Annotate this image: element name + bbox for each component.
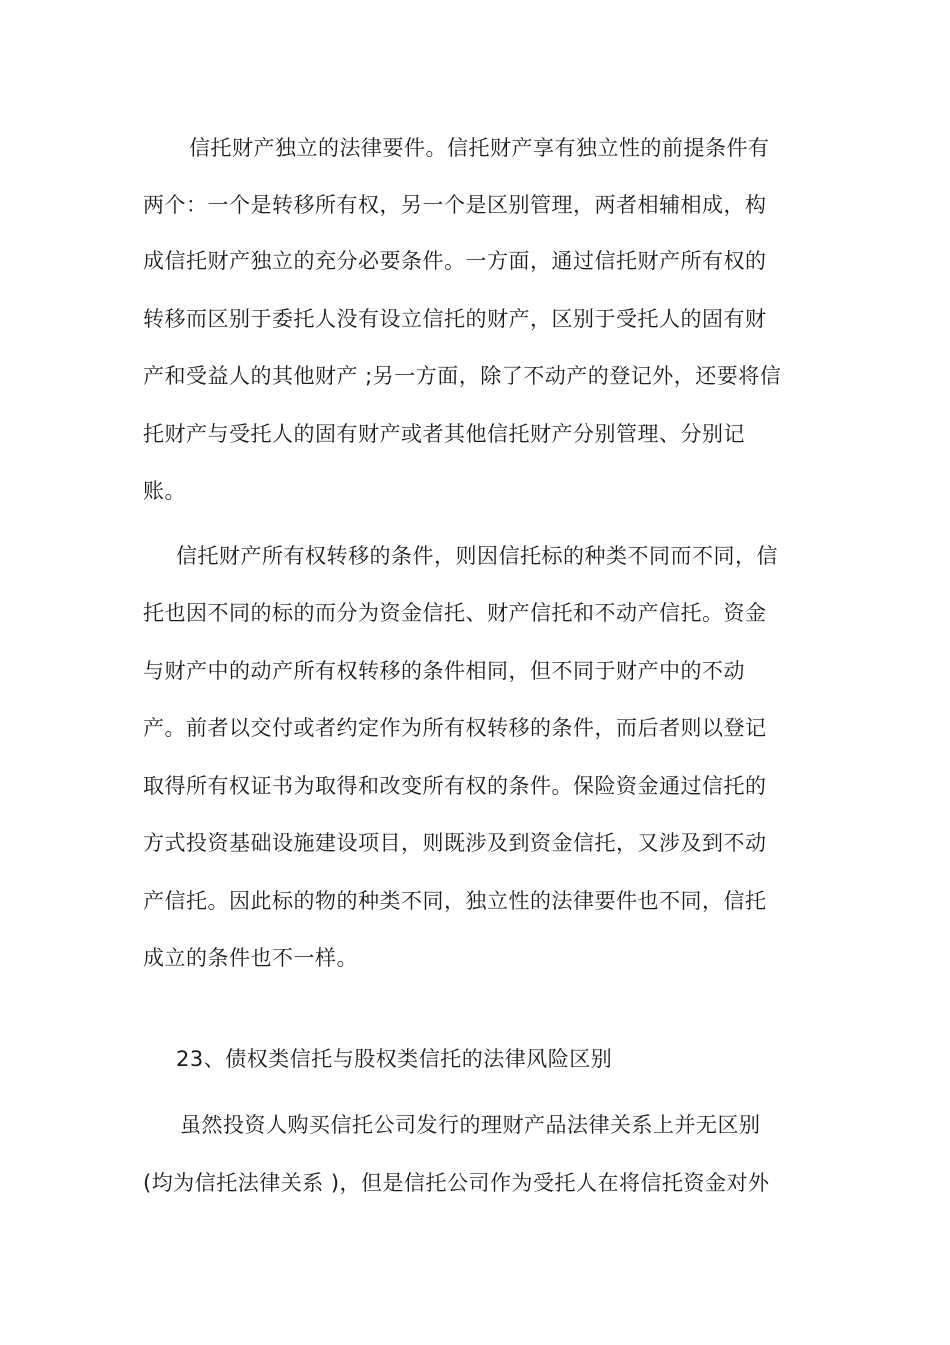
text-line: 产。前者以交付或者约定作为所有权转移的条件，而后者则以登记: [143, 716, 767, 740]
text-line: 转移而区别于委托人没有设立信托的财产，区别于受托人的固有财: [143, 307, 767, 331]
text-line: 信托财产独立的法律要件。信托财产享有独立性的前提条件有: [189, 136, 770, 160]
text-line: 两个：一个是转移所有权，另一个是区别管理，两者相辅相成，构: [143, 193, 767, 217]
text-line: 信托财产所有权转移的条件，则因信托标的种类不同而不同，信: [176, 544, 778, 568]
text-line: 取得所有权证书为取得和改变所有权的条件。保险资金通过信托的: [143, 774, 767, 798]
text-line: 成立的条件也不一样。: [143, 946, 358, 970]
text-line: 托财产与受托人的固有财产或者其他信托财产分别管理、分别记: [143, 422, 745, 446]
text-line: 托也因不同的标的而分为资金信托、财产信托和不动产信托。资金: [143, 601, 767, 625]
text-line: (均为信托法律关系 )，但是信托公司作为受托人在将信托资金对外: [143, 1171, 770, 1195]
heading-text: 23、债权类信托与股权类信托的法律风险区别: [176, 1047, 613, 1071]
text-line: 产和受益人的其他财产 ;另一方面，除了不动产的登记外，还要将信: [143, 364, 782, 388]
text-line: 与财产中的动产所有权转移的条件相同，但不同于财产中的不动: [143, 659, 745, 683]
text-line: 成信托财产独立的充分必要条件。一方面，通过信托财产所有权的: [143, 249, 767, 273]
text-line: 产信托。因此标的物的种类不同，独立性的法律要件也不同，信托: [143, 889, 767, 913]
text-line: 虽然投资人购买信托公司发行的理财产品法律关系上并无区别: [180, 1113, 761, 1137]
text-line: 账。: [143, 479, 186, 503]
text-line: 方式投资基础设施建设项目，则既涉及到资金信托，又涉及到不动: [143, 831, 767, 855]
